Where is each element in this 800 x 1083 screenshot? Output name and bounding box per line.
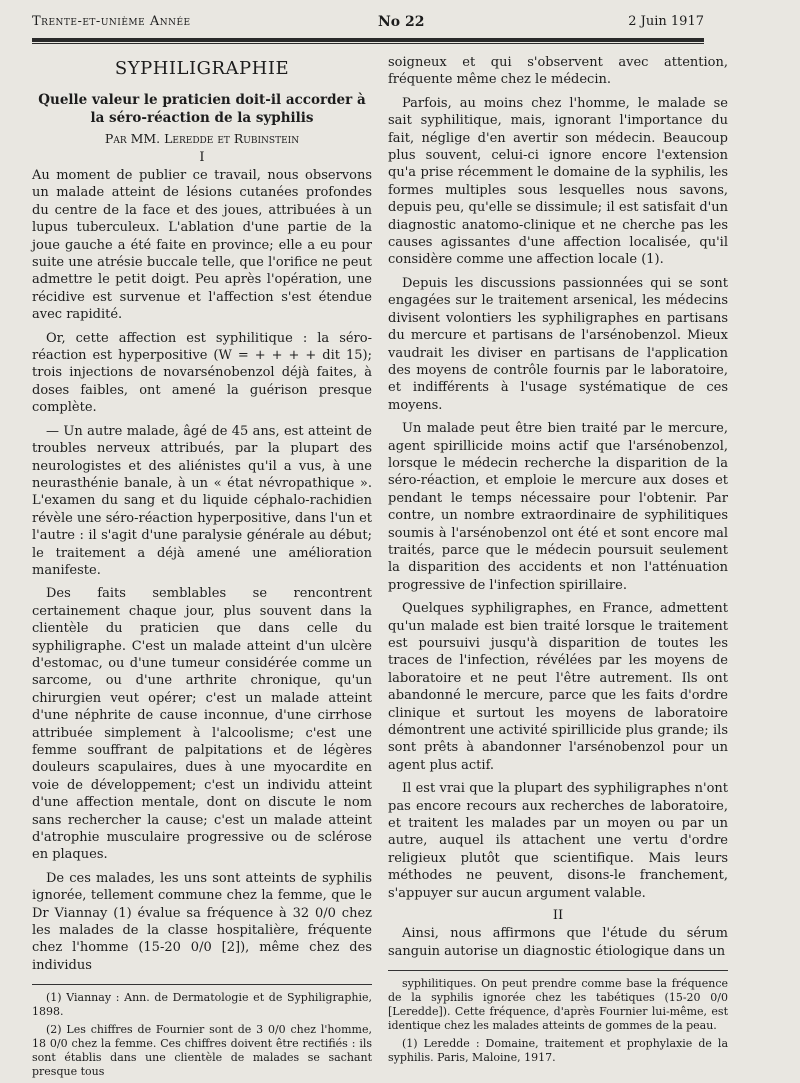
volume-year: Trente-et-unième Année — [32, 14, 191, 29]
paragraph: De ces malades, les uns sont atteints de syphilis ignorée, tellement commune chez la femme, que le Dr Viannay (1) évalue sa fréquence à 32 0/0 chez les malades de la classe hospitalière, fréquente chez l'homme (15-20 0/0 [2]), même chez des individus — [32, 870, 372, 973]
header-rule-thin — [32, 43, 704, 44]
paragraph: Il est vrai que la plupart des syphiligraphes n'ont pas encore recours aux recherches de laboratoire, et traitent les malades par un moyen ou par un autre, auquel ils attachent une vertu d'ordre religieux plutôt que scientifique. Mais leurs méthodes ne peuvent, disons-le franchement, s'appuyer sur aucun argument valable. — [388, 781, 728, 901]
paragraph: Quelques syphiligraphes, en France, admettent qu'un malade est bien traité lorsque le traitement est poursuivi jusqu'à disparition de toutes les traces de l'infection, révélées par les moyens de laboratoire et ne peut l'être autrement. Ils ont abandonné le mercure, parce que les faits d'ordre clinique et surtout les moyens de laboratoire démontrent une activité spirillicide plus grande; ils sont prêts à abandonner l'arsénobenzol pour un agent plus actif. — [388, 601, 728, 773]
section-title: SYPHILIGRAPHIE — [114, 58, 290, 79]
paragraph: Depuis les discussions passionnées qui se sont engagées sur le traitement arsenical, les médecins divisent volontiers les syphiligraphes en partisans du mercure et partisans de l'arsénobenzol. Mieux vaudrait les diviser en partisans de l'application des moyens de contrôle fournis par le laboratoire, et indifférents à l'usage systématique de ces moyens. — [388, 275, 728, 413]
paragraph: Parfois, au moins chez l'homme, le malade se sait syphilitique, mais, ignorant l'importance du fait, néglige d'en avertir son médecin. Beaucoup plus souvent, celui-ci ignore encore l'extension qu'a prise récemment le domaine de la syphilis, les formes multiples sous lesquelles nous savons, depuis peu, qu'elle se dissimule; il est satisfait d'un diagnostic anatomo-clinique et ne cherche pas les causes agissantes d'une affection localisée, qu'il considère comme une affection locale (1). — [388, 95, 728, 268]
running-header — [32, 14, 704, 36]
footnote-separator — [388, 970, 728, 971]
footnote-separator — [32, 984, 372, 985]
issue-date: 2 Juin 1917 — [628, 14, 704, 29]
article-title: Quelle valeur le praticien doit-il accorder à la séro-réaction de la syphilis — [38, 92, 366, 126]
part-heading-1: I — [199, 150, 205, 165]
left-column — [32, 54, 372, 1083]
header-rule — [32, 38, 704, 42]
paragraph: Des faits semblables se rencontrent certainement chaque jour, plus souvent dans la clientèle du praticien que dans celle du syphiligraphe. C'est un malade atteint d'un ulcère d'estomac, ou d'une tumeur considérée comme un sarcome, ou d'une arthrite chronique, qu'un chirurgien veut opérer; c'est un malade atteint d'une néphrite de cause inconnue, d'une cirrhose attribuée simplement à l'alcoolisme; c'est une femme souffrant de palpitations et de légères douleurs scapulaires, dues à une myocardite en voie de développement; c'est un individu atteint d'une affection mentale, dont on discute le nom sans rechercher la cause; c'est un malade atteint d'atrophie musculaire progressive ou de sclérose en plaques. — [32, 586, 372, 863]
part-heading-2: II — [552, 908, 564, 924]
paragraph: Ainsi, nous affirmons que l'étude du sérum sanguin autorise un diagnostic étiologique dans un — [388, 926, 728, 959]
paragraph: Un malade peut être bien traité par le mercure, agent spirillicide moins actif que l'arsénobenzol, lorsque le médecin recherche la disparition de la séro-réaction, et emploie le mercure aux doses et pendant le temps nécessaire pour l'obtenir. Par contre, un nombre extraordinaire de syphilitiques soumis à l'arsénobenzol ont été et sont encore mal traités, parce que le médecin poursuit seulement la disparition des accidents et non l'atténuation progressive de l'infection spirillaire. — [388, 421, 728, 593]
paragraph: Or, cette affection est syphilitique : la séro-réaction est hyperpositive (W = + + + + dit 15); trois injections de novarsénobenzol déjà faites, à doses faibles, ont amené la guérison presque complète. — [32, 330, 372, 416]
footnote: (2) Les chiffres de Fournier sont de 3 0/0 chez l'homme, 18 0/0 chez la femme. Ces chiffres doivent être rectifiés : ils sont établis dans une clientèle de malades se sachant presque tous — [32, 1023, 372, 1079]
paragraph: Au moment de publier ce travail, nous observons un malade atteint de lésions cutanées profondes du centre de la face et des joues, attribuées à un lupus tuberculeux. L'ablation d'une partie de la joue gauche a été faite en province; elle a eu pour suite une atrésie buccale telle, que l'orifice ne peut admettre le petit doigt. Peu après l'opération, une récidive est survenue et l'affection s'est étendue avec rapidité. — [32, 168, 372, 323]
footnote: (1) Leredde : Domaine, traitement et prophylaxie de la syphilis. Paris, Maloine, 1917. — [388, 1036, 728, 1064]
article-byline: Par MM. Leredde et Rubinstein — [104, 131, 300, 146]
right-column — [388, 54, 728, 1069]
paragraph: soigneux et qui s'observent avec attention, fréquente même chez le médecin. — [388, 55, 728, 88]
issue-number: No 22 — [378, 14, 425, 30]
footnote: syphilitiques. On peut prendre comme base la fréquence de la syphilis ignorée chez les tabétiques (15-20 0/0 [Leredde]). Cette fréquence, d'après Fournier lui-même, est identique chez les malades atteints de gommes de la peau. — [388, 976, 728, 1032]
paragraph: — Un autre malade, âgé de 45 ans, est atteint de troubles nerveux attribués, par la plupart des neurologistes et des aliénistes qu'il a vus, à une neurasthénie banale, à un « état névropathique ». L'examen du sang et du liquide céphalo-rachidien révèle une séro-réaction hyperpositive, dans l'un et l'autre : il s'agit d'une paralysie générale au début; le traitement a déjà amené une amélioration manifeste. — [32, 423, 372, 578]
footnote: (1) Viannay : Ann. de Dermatologie et de Syphiligraphie, 1898. — [32, 991, 372, 1019]
